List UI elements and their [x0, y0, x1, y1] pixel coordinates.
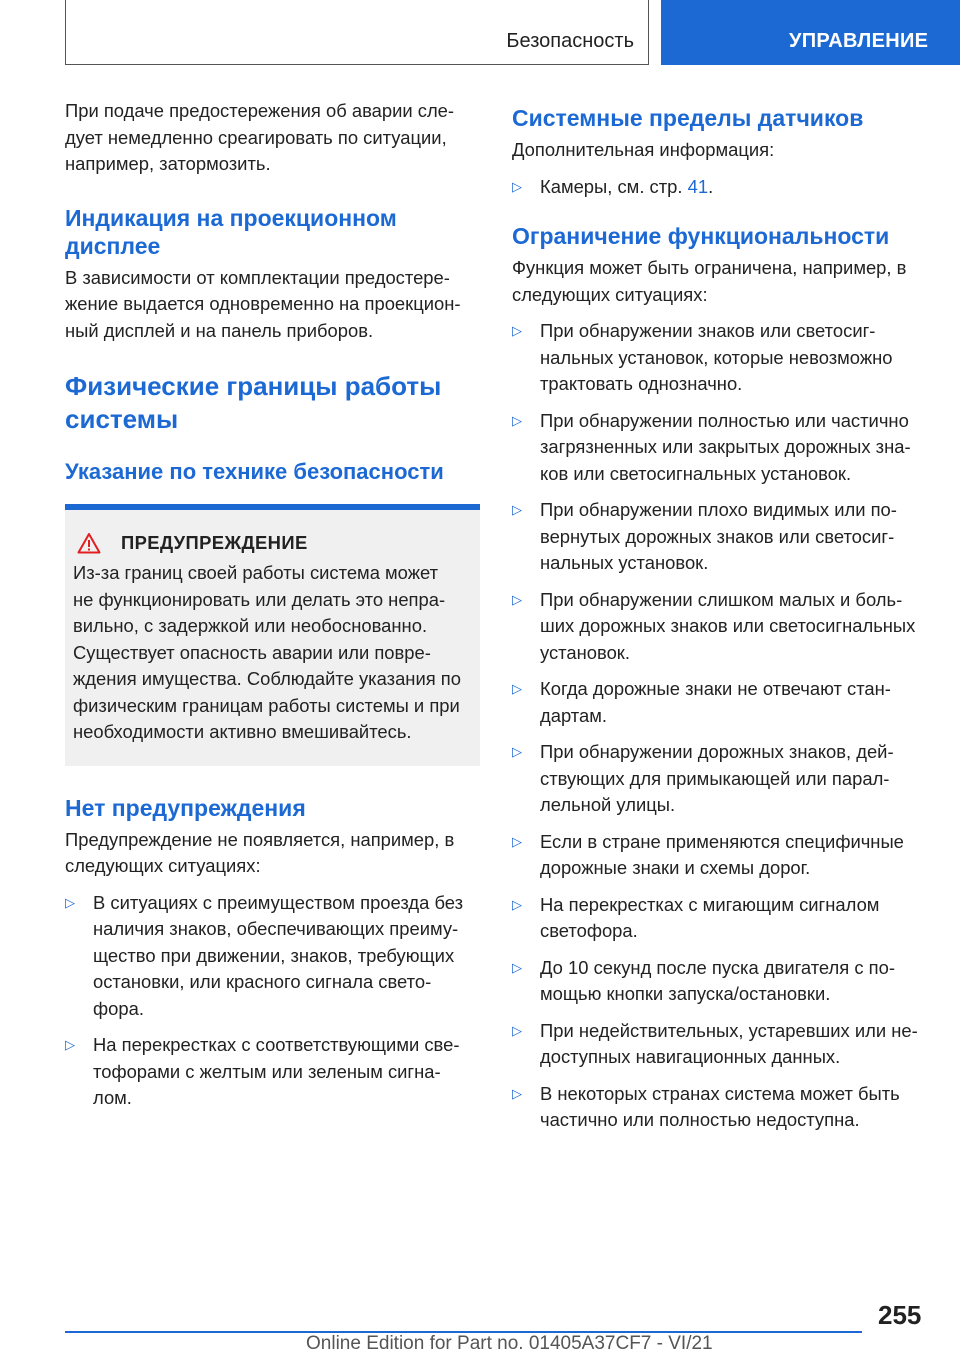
warning-text: Из-за границ своей работы система может не функционировать или делать это непра- вильно, с задержкой или необоснованно. Существует опасность аварии или повре- ждения имущества. Соблюдайте указания по физическим границам работы системы и при необходимости активно вмешивайтесь. [73, 562, 461, 742]
list-item: ▷ Если в стране применяются специфичные дорожные знаки и схемы дорог. [512, 830, 904, 878]
hud-heading: Индикация на проекционном дисплее [65, 204, 397, 259]
limits-heading: Физические границы работы системы [65, 371, 442, 434]
bullet-triangle-icon: ▷ [65, 1037, 75, 1052]
nowarn-list [65, 890, 480, 1112]
sensor-paragraph: Дополнительная информация: [512, 139, 775, 160]
bullet-triangle-icon: ▷ [512, 323, 522, 338]
list-item: ▷ При обнаружении дорожных знаков, дей- ствующих для примыкающей или парал- лельной улицы. [512, 741, 894, 815]
page-number: 255 [878, 1300, 922, 1330]
page-link[interactable]: 41 [687, 175, 709, 197]
list-item: ▷ При обнаружении плохо видимых или по- вернутых дорожных знаков или светосиг- нальных установок. [512, 499, 897, 573]
warning-title: ПРЕДУПРЕЖДЕНИЕ [121, 532, 308, 553]
nowarn-heading: Нет предупреждения [65, 794, 306, 821]
right-column [512, 98, 932, 1134]
header-chapter-tab: УПРАВЛЕНИЕ [661, 0, 960, 65]
limit-paragraph: Функция может быть ограничена, например, в следующих ситуациях: [512, 257, 907, 305]
warning-header [73, 532, 470, 554]
intro-paragraph: При подаче предостережения об аварии сле- дует немедленно среагировать по ситуации, например, затормозить. [65, 100, 455, 174]
nowarn-paragraph: Предупреждение не появляется, например, в следующих ситуациях: [65, 828, 455, 876]
limit-heading: Ограничение функциональности [512, 223, 890, 249]
bullet-triangle-icon: ▷ [512, 1022, 522, 1038]
list-item: ▷ Камеры, см. стр. 41. [512, 174, 932, 201]
bullet-triangle-icon: ▷ [512, 591, 522, 607]
list-item: ▷ При недействительных, устаревших или не- доступных навигационных данных. [512, 1019, 918, 1067]
left-column [65, 98, 480, 1112]
safety-heading: Указание по технике безопасности [65, 459, 444, 484]
hud-paragraph: В зависимости от комплектации предостере- жение выдается одновременно на проекцион- ный дисплей и на панель приборов. [65, 266, 461, 341]
bullet-triangle-icon: ▷ [512, 502, 522, 517]
bullet-triangle-icon: ▷ [65, 894, 75, 910]
list-item: ▷ Когда дорожные знаки не отвечают стан- дартам. [512, 678, 891, 726]
warning-box [65, 504, 480, 766]
bullet-triangle-icon: ▷ [512, 959, 522, 975]
sensor-heading: Системные пределы датчиков [512, 105, 864, 131]
sensor-list [512, 174, 932, 201]
bullet-triangle-icon: ▷ [512, 744, 522, 759]
bullet-triangle-icon: ▷ [512, 412, 522, 428]
list-item: ▷ До 10 секунд после пуска двигателя с по- мощью кнопки запуска/остановки. [512, 956, 895, 1004]
footer-edition: Online Edition for Part no. 01405A37CF7 - VI/21 [306, 1333, 713, 1354]
list-item: ▷ При обнаружении знаков или светосиг- нальных установок, которые невозможно трактовать однозначно. [512, 320, 893, 394]
limit-list [512, 318, 932, 1134]
list-item: ▷ При обнаружении полностью или частично загрязненных или закрытых дорожных зна- ков или светосигнальных установок. [512, 409, 911, 484]
list-item: ▷ На перекрестках с мигающим сигналом светофора. [512, 893, 880, 941]
header-section-title: Безопасность [506, 30, 634, 52]
list-item: ▷ При обнаружении слишком малых и боль- ших дорожных знаков или светосигнальных установок. [512, 588, 916, 663]
header-section-box [65, 0, 649, 65]
list-item: ▷ В ситуациях с преимуществом проезда без наличия знаков, обеспечивающих преиму- щество при движении, знаков, требующих остановки, или красного сигнала свето- фора. [65, 891, 464, 1019]
bullet-triangle-icon: ▷ [512, 896, 522, 912]
bullet-triangle-icon: ▷ [512, 1085, 522, 1101]
bullet-triangle-icon: ▷ [512, 833, 522, 849]
list-item: ▷ В некоторых странах система может быть частично или полностью недоступна. [512, 1082, 900, 1130]
list-item: ▷ На перекрестках с соответствующими све- тофорами с желтым или зеленым сигна- лом. [65, 1034, 460, 1108]
bullet-triangle-icon: ▷ [512, 178, 522, 194]
bullet-triangle-icon: ▷ [512, 681, 522, 696]
warning-triangle-icon [77, 532, 101, 554]
